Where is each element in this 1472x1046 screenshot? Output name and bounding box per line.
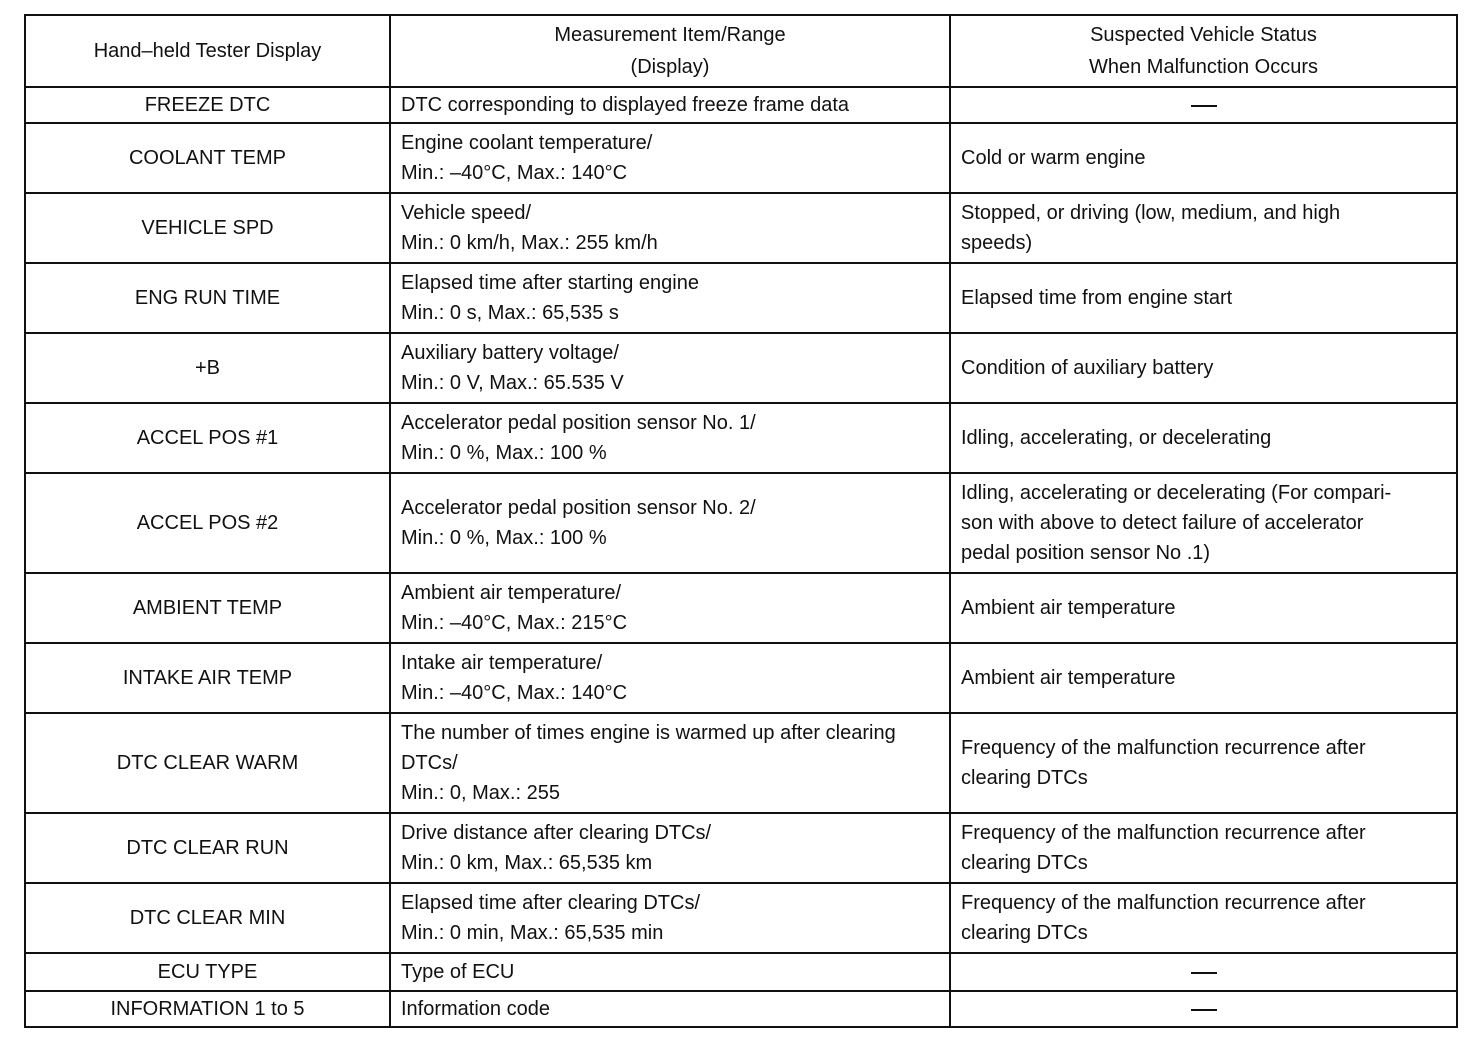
tester-display-cell (25, 123, 390, 193)
suspected-status-line: clearing DTCs (961, 852, 1088, 874)
table-row (25, 813, 1457, 883)
table-row (25, 87, 1457, 123)
measurement-item-line: Information code (401, 998, 550, 1020)
table-row (25, 643, 1457, 713)
measurement-item-line: Engine coolant temperature/ (401, 132, 653, 154)
measurement-item-line: Ambient air temperature/ (401, 582, 622, 604)
measurement-item-line: Min.: 0 V, Max.: 65.535 V (401, 372, 624, 394)
measurement-item-line: Min.: 0 min, Max.: 65,535 min (401, 922, 664, 944)
suspected-status-cell (950, 991, 1457, 1027)
tester-display-label: +B (194, 357, 221, 379)
measurement-item-line: Type of ECU (401, 961, 515, 983)
measurement-item-line: Min.: –40°C, Max.: 140°C (401, 682, 628, 704)
tester-display-label: DTC CLEAR MIN (129, 907, 286, 929)
header-measurement-item (390, 15, 950, 87)
header-tester-display (25, 15, 390, 87)
tester-display-cell (25, 573, 390, 643)
header-measurement-item-line2: (Display) (630, 56, 710, 78)
tester-display-label: AMBIENT TEMP (132, 597, 283, 619)
tester-display-cell (25, 333, 390, 403)
suspected-status-cell (950, 473, 1457, 573)
tester-display-cell (25, 883, 390, 953)
suspected-status-cell (950, 713, 1457, 813)
tester-display-cell (25, 193, 390, 263)
measurement-item-cell (390, 473, 950, 573)
table-row (25, 263, 1457, 333)
suspected-status-cell (950, 813, 1457, 883)
suspected-status-cell (950, 403, 1457, 473)
tester-display-label: ECU TYPE (157, 961, 258, 983)
tester-display-cell (25, 713, 390, 813)
tester-display-cell (25, 953, 390, 991)
tester-display-label: VEHICLE SPD (141, 217, 274, 239)
suspected-status-line: Stopped, or driving (low, medium, and high (961, 202, 1341, 224)
suspected-status-cell (950, 87, 1457, 123)
measurement-item-line: Elapsed time after starting engine (401, 272, 699, 294)
measurement-item-line: Min.: 0 km, Max.: 65,535 km (401, 852, 653, 874)
tester-display-cell (25, 643, 390, 713)
tester-display-label: ACCEL POS #1 (136, 427, 279, 449)
suspected-status-cell (950, 643, 1457, 713)
suspected-status-line: Idling, accelerating, or decelerating (961, 427, 1272, 449)
measurement-item-cell (390, 87, 950, 123)
tester-display-label: COOLANT TEMP (128, 147, 287, 169)
table-row (25, 953, 1457, 991)
empty-dash-mark (1191, 972, 1217, 974)
tester-display-cell (25, 87, 390, 123)
tester-display-label: ENG RUN TIME (134, 287, 281, 309)
measurement-item-line: DTCs/ (401, 752, 458, 774)
table-header-row (25, 15, 1457, 87)
measurement-item-line: Min.: 0, Max.: 255 (401, 782, 560, 804)
suspected-status-line: clearing DTCs (961, 767, 1088, 789)
tester-display-label: INTAKE AIR TEMP (122, 667, 293, 689)
measurement-item-cell (390, 991, 950, 1027)
suspected-status-line: Ambient air temperature (961, 597, 1176, 619)
suspected-status-cell (950, 573, 1457, 643)
tester-display-label: ACCEL POS #2 (136, 512, 279, 534)
suspected-status-cell (950, 263, 1457, 333)
table-row (25, 713, 1457, 813)
empty-dash-mark (1191, 105, 1217, 107)
tester-display-label: DTC CLEAR WARM (116, 752, 299, 774)
table-body (25, 87, 1457, 1027)
table-row (25, 403, 1457, 473)
tester-display-label: INFORMATION 1 to 5 (110, 998, 305, 1020)
header-tester-display-label: Hand–held Tester Display (93, 40, 322, 62)
suspected-status-line: Elapsed time from engine start (961, 287, 1233, 309)
measurement-item-line: Min.: 0 %, Max.: 100 % (401, 527, 607, 549)
suspected-status-cell (950, 953, 1457, 991)
header-suspected-status-line1: Suspected Vehicle Status (1090, 24, 1317, 46)
measurement-item-cell (390, 953, 950, 991)
measurement-item-cell (390, 263, 950, 333)
suspected-status-line: Condition of auxiliary battery (961, 357, 1214, 379)
table-row (25, 573, 1457, 643)
suspected-status-line: Ambient air temperature (961, 667, 1176, 689)
measurement-item-line: Min.: –40°C, Max.: 215°C (401, 612, 628, 634)
suspected-status-cell (950, 333, 1457, 403)
measurement-item-line: DTC corresponding to displayed freeze frame data (401, 94, 850, 116)
measurement-item-line: Accelerator pedal position sensor No. 1/ (401, 412, 756, 434)
suspected-status-line: speeds) (961, 232, 1033, 254)
measurement-item-line: The number of times engine is warmed up after clearing (401, 722, 896, 744)
measurement-item-cell (390, 813, 950, 883)
measurement-item-cell (390, 403, 950, 473)
table-row (25, 991, 1457, 1027)
tester-display-cell (25, 813, 390, 883)
measurement-item-line: Min.: 0 km/h, Max.: 255 km/h (401, 232, 658, 254)
measurement-item-cell (390, 883, 950, 953)
measurement-item-line: Min.: –40°C, Max.: 140°C (401, 162, 628, 184)
suspected-status-line: Cold or warm engine (961, 147, 1146, 169)
tester-display-label: DTC CLEAR RUN (126, 837, 289, 859)
measurement-item-cell (390, 333, 950, 403)
suspected-status-line: Frequency of the malfunction recurrence after (961, 892, 1366, 914)
measurement-item-line: Elapsed time after clearing DTCs/ (401, 892, 701, 914)
tester-display-cell (25, 991, 390, 1027)
measurement-item-line: Min.: 0 s, Max.: 65,535 s (401, 302, 619, 324)
header-suspected-status (950, 15, 1457, 87)
suspected-status-line: son with above to detect failure of accelerator (961, 512, 1364, 534)
measurement-item-cell (390, 193, 950, 263)
measurement-item-line: Accelerator pedal position sensor No. 2/ (401, 497, 756, 519)
table-row (25, 123, 1457, 193)
tester-display-label: FREEZE DTC (144, 94, 271, 116)
measurement-item-line: Vehicle speed/ (401, 202, 532, 224)
header-suspected-status-line2: When Malfunction Occurs (1089, 56, 1318, 78)
table-row (25, 193, 1457, 263)
suspected-status-cell (950, 123, 1457, 193)
suspected-status-cell (950, 883, 1457, 953)
suspected-status-line: Frequency of the malfunction recurrence after (961, 737, 1366, 759)
tester-display-cell (25, 263, 390, 333)
measurement-item-cell (390, 643, 950, 713)
measurement-item-line: Auxiliary battery voltage/ (401, 342, 619, 364)
suspected-status-line: Idling, accelerating or decelerating (For compari- (961, 482, 1392, 504)
measurement-item-cell (390, 123, 950, 193)
measurement-item-cell (390, 713, 950, 813)
measurement-item-cell (390, 573, 950, 643)
measurement-item-line: Min.: 0 %, Max.: 100 % (401, 442, 607, 464)
tester-display-cell (25, 403, 390, 473)
empty-dash-mark (1191, 1009, 1217, 1011)
tester-display-cell (25, 473, 390, 573)
measurement-item-line: Drive distance after clearing DTCs/ (401, 822, 712, 844)
table-row (25, 473, 1457, 573)
data-list-table (24, 14, 1458, 1028)
table-row (25, 883, 1457, 953)
header-measurement-item-line1: Measurement Item/Range (554, 24, 786, 46)
suspected-status-cell (950, 193, 1457, 263)
suspected-status-line: pedal position sensor No .1) (961, 542, 1211, 564)
suspected-status-line: Frequency of the malfunction recurrence after (961, 822, 1366, 844)
suspected-status-line: clearing DTCs (961, 922, 1088, 944)
table-row (25, 333, 1457, 403)
measurement-item-line: Intake air temperature/ (401, 652, 603, 674)
